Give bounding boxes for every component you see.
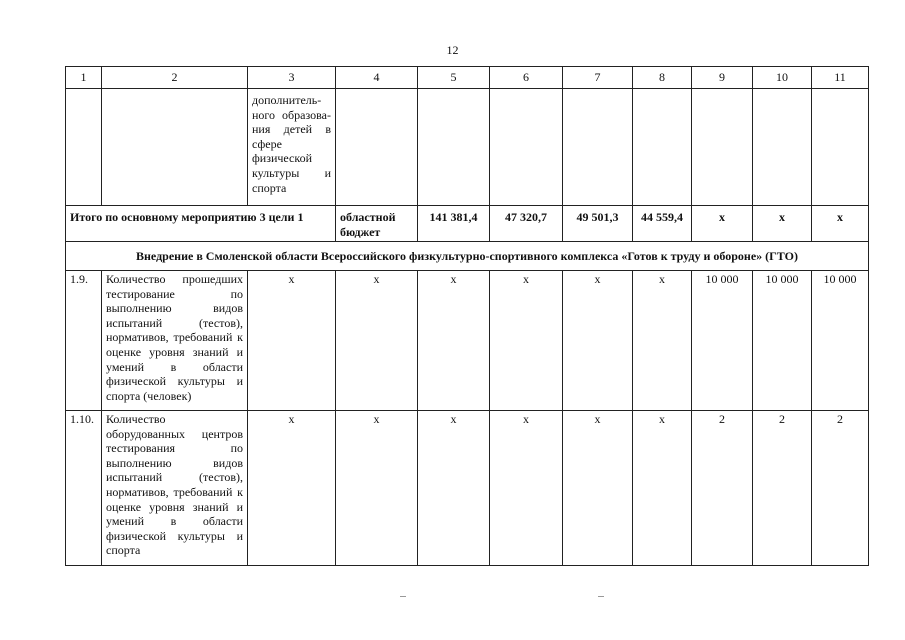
value-cell: x bbox=[336, 271, 418, 411]
page-number: 12 bbox=[446, 43, 459, 57]
empty-cell bbox=[692, 89, 753, 206]
value-cell: x bbox=[418, 271, 490, 411]
empty-cell bbox=[563, 89, 633, 206]
value-cell: 10 000 bbox=[812, 271, 869, 411]
row-number: 1.10. bbox=[66, 411, 102, 566]
table-row bbox=[66, 411, 869, 566]
total-label: Итого по основному мероприятию 3 цели 1 bbox=[66, 206, 336, 242]
scan-mark bbox=[400, 596, 406, 597]
header-cell: 6 bbox=[490, 67, 563, 89]
value-cell: x bbox=[633, 411, 692, 566]
value-cell: 2 bbox=[812, 411, 869, 566]
total-value-5: 141 381,4 bbox=[418, 206, 490, 242]
section-title: Внедрение в Смоленской области Всероссийского физкультурно-спортивного комплекса «Готов к труду и обороне» (ГТО) bbox=[66, 242, 869, 271]
header-cell: 1 bbox=[66, 67, 102, 89]
empty-cell bbox=[66, 89, 102, 206]
value-cell: 2 bbox=[753, 411, 812, 566]
value-cell: 2 bbox=[692, 411, 753, 566]
total-row bbox=[66, 206, 869, 242]
value-cell: x bbox=[336, 411, 418, 566]
value-cell: x bbox=[563, 411, 633, 566]
funding-source: областной бюджет bbox=[336, 206, 418, 242]
value-cell: 10 000 bbox=[692, 271, 753, 411]
value-cell: x bbox=[248, 271, 336, 411]
empty-cell bbox=[633, 89, 692, 206]
table-row bbox=[66, 271, 869, 411]
program-table bbox=[65, 66, 869, 566]
total-value-11: x bbox=[812, 206, 869, 242]
value-cell: x bbox=[633, 271, 692, 411]
total-value-6: 47 320,7 bbox=[490, 206, 563, 242]
empty-cell bbox=[336, 89, 418, 206]
value-cell: 10 000 bbox=[753, 271, 812, 411]
row-number: 1.9. bbox=[66, 271, 102, 411]
empty-cell bbox=[418, 89, 490, 206]
value-cell: x bbox=[418, 411, 490, 566]
header-cell: 2 bbox=[102, 67, 248, 89]
value-cell: x bbox=[563, 271, 633, 411]
value-cell: x bbox=[490, 271, 563, 411]
header-cell: 3 bbox=[248, 67, 336, 89]
empty-cell bbox=[812, 89, 869, 206]
header-cell: 5 bbox=[418, 67, 490, 89]
total-value-7: 49 501,3 bbox=[563, 206, 633, 242]
value-cell: x bbox=[248, 411, 336, 566]
total-value-9: x bbox=[692, 206, 753, 242]
value-cell: x bbox=[490, 411, 563, 566]
continuation-text: дополнитель-ного образова-ния детей в сфере физической культуры и спорта bbox=[248, 89, 336, 206]
section-row bbox=[66, 242, 869, 271]
column-number-header-row bbox=[66, 67, 869, 89]
indicator-description: Количество прошедших тестирование по выполнению видов испытаний (тестов), нормативов, требований к оценке уровня знаний и умений в области физической культуры и спорта (человек) bbox=[102, 271, 248, 411]
empty-cell bbox=[490, 89, 563, 206]
header-cell: 4 bbox=[336, 67, 418, 89]
header-cell: 7 bbox=[563, 67, 633, 89]
empty-cell bbox=[753, 89, 812, 206]
continuation-row bbox=[66, 89, 869, 206]
header-cell: 11 bbox=[812, 67, 869, 89]
total-value-8: 44 559,4 bbox=[633, 206, 692, 242]
header-cell: 9 bbox=[692, 67, 753, 89]
total-value-10: x bbox=[753, 206, 812, 242]
indicator-description: Количество оборудованных центров тестирования по выполнению видов испытаний (тестов), нормативов, требований к оценке уровня знаний и умений в области физической культуры и спорта bbox=[102, 411, 248, 566]
header-cell: 10 bbox=[753, 67, 812, 89]
empty-cell bbox=[102, 89, 248, 206]
scan-mark bbox=[598, 596, 604, 597]
header-cell: 8 bbox=[633, 67, 692, 89]
